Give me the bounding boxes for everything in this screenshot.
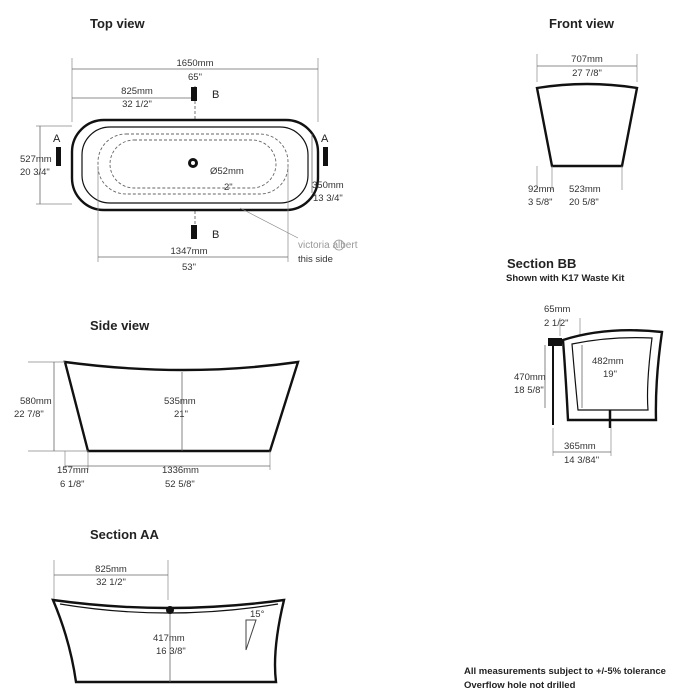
- bb-rim-in: 2 1/2": [544, 318, 569, 329]
- top-half-length-in: 32 1/2": [122, 99, 152, 110]
- side-height-mm: 580mm: [20, 396, 52, 407]
- top-view-title: Top view: [90, 16, 145, 31]
- section-a-marker: [323, 147, 328, 166]
- front-base-mm: 523mm: [569, 184, 601, 195]
- front-view-outline: [537, 84, 637, 166]
- waste-outlet-center: [191, 161, 195, 165]
- section-bb: [506, 256, 662, 466]
- section-a-label-left: A: [53, 133, 61, 145]
- section-aa: [53, 527, 284, 682]
- bb-depth-mm: 482mm: [592, 356, 624, 367]
- bb-waste-height-mm: 470mm: [514, 372, 546, 383]
- this-side-label: this side: [298, 254, 333, 265]
- section-aa-title: Section AA: [90, 527, 159, 542]
- aa-depth-mm: 417mm: [153, 633, 185, 644]
- top-inner-width-mm: 350mm: [312, 180, 344, 191]
- front-view: [528, 16, 637, 208]
- leader-line: [240, 208, 298, 238]
- section-a-label-right: A: [321, 133, 329, 145]
- top-length-mm: 1650mm: [176, 58, 214, 69]
- bb-base-in: 14 3/84": [564, 455, 600, 466]
- front-width-mm: 707mm: [571, 54, 603, 65]
- top-width-mm: 527mm: [20, 154, 52, 165]
- front-offset-in: 3 5/8": [528, 197, 553, 208]
- section-bb-subtitle: Shown with K17 Waste Kit: [506, 273, 625, 284]
- side-base-in: 52 5/8": [165, 479, 195, 490]
- bb-depth-in: 19": [603, 369, 617, 380]
- notes: [464, 666, 666, 691]
- side-offset-in: 6 1/8": [60, 479, 85, 490]
- bb-rim-mm: 65mm: [544, 304, 571, 315]
- note-overflow: Overflow hole not drilled: [464, 680, 576, 691]
- top-inner-length-in: 53": [182, 262, 196, 273]
- front-offset-mm: 92mm: [528, 184, 555, 195]
- aa-half-length-in: 32 1/2": [96, 577, 126, 588]
- top-half-length-mm: 825mm: [121, 86, 153, 97]
- front-base-in: 20 5/8": [569, 197, 599, 208]
- note-tolerance: All measurements subject to +/-5% tolerance: [464, 666, 666, 677]
- top-width-in: 20 3/4": [20, 167, 50, 178]
- section-b-marker: [191, 225, 197, 239]
- section-b-label-bottom: B: [212, 229, 220, 241]
- waste-dia-in: 2": [224, 182, 233, 193]
- aa-half-length-mm: 825mm: [95, 564, 127, 575]
- top-inner-width-in: 13 3/4": [313, 193, 343, 204]
- aa-depth-in: 16 3/8": [156, 646, 186, 657]
- brand-logo-text: victoria albert: [298, 240, 358, 251]
- section-b-label-top: B: [212, 89, 220, 101]
- front-view-title: Front view: [549, 16, 615, 31]
- bb-base-mm: 365mm: [564, 441, 596, 452]
- aa-angle: 15°: [250, 609, 265, 620]
- side-height-in: 22 7/8": [14, 409, 44, 420]
- side-depth-in: 21": [174, 409, 188, 420]
- top-length-in: 65": [188, 72, 202, 83]
- section-bb-title: Section BB: [507, 256, 577, 271]
- section-b-marker: [191, 87, 197, 101]
- side-depth-mm: 535mm: [164, 396, 196, 407]
- waste-kit-overflow: [548, 338, 562, 346]
- waste-dia-mm: Ø52mm: [210, 166, 244, 177]
- side-view: [14, 318, 298, 490]
- side-offset-mm: 157mm: [57, 465, 89, 476]
- overflow-hole: [166, 606, 174, 614]
- side-view-title: Side view: [90, 318, 150, 333]
- top-view: [20, 16, 358, 273]
- front-width-in: 27 7/8": [572, 68, 602, 79]
- side-base-mm: 1336mm: [162, 465, 199, 476]
- bb-waste-height-in: 18 5/8": [514, 385, 544, 396]
- section-a-marker: [56, 147, 61, 166]
- top-inner-length-mm: 1347mm: [170, 246, 208, 257]
